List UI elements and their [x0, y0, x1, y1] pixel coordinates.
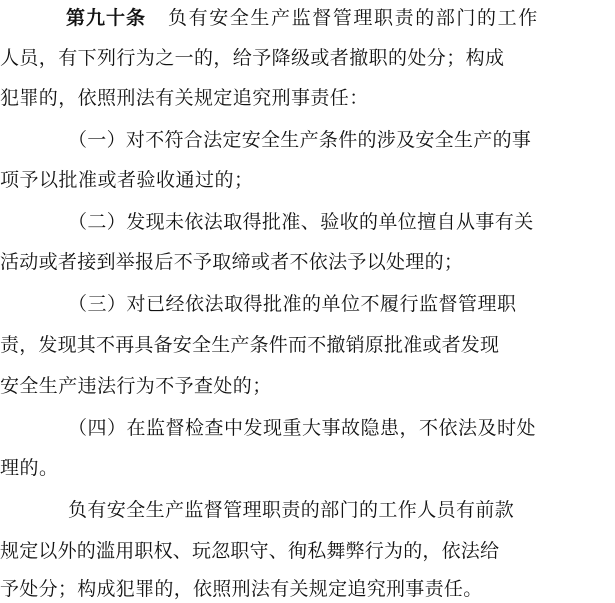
article-text-line-1: 负有安全生产监督管理职责的部门的工作 — [168, 7, 539, 29]
article-heading-line — [66, 6, 539, 30]
article-item-2-line-2: 活动或者接到举报后不予取缔或者不依法予以处理的； — [0, 251, 464, 273]
article-item-1-line-1: （一）对不符合法定安全生产条件的涉及安全生产的事 — [68, 129, 532, 151]
article-item-4-line-2: 理的。 — [0, 457, 59, 479]
article-text-line-2: 人员，有下列行为之一的，给予降级或者撤职的处分；构成 — [0, 47, 505, 69]
article-item-3-line-2: 责，发现其不再具备安全生产条件而不撤销原批准或者发现 — [0, 334, 500, 356]
article-item-4-line-1: （四）在监督检查中发现重大事故隐患，不依法及时处 — [68, 417, 537, 439]
article-item-3-line-3: 安全生产违法行为不予查处的； — [0, 375, 272, 397]
paragraph-2-line-3: 予处分；构成犯罪的，依照刑法有关规定追究刑事责任。 — [0, 578, 483, 600]
article-item-3-line-1: （三）对已经依法取得批准的单位不履行监督管理职 — [68, 293, 517, 315]
article-text-line-3: 犯罪的，依照刑法有关规定追究刑事责任： — [0, 87, 369, 109]
article-item-1-line-2: 项予以批准或者验收通过的； — [0, 169, 254, 191]
article-item-2-line-1: （二）发现未依法取得批准、验收的单位擅自从事有关 — [68, 211, 534, 233]
article-number: 第九十条 — [66, 7, 147, 29]
paragraph-2-line-2: 规定以外的滥用职权、玩忽职守、徇私舞弊行为的，依法给 — [0, 540, 500, 562]
paragraph-2-line-1: 负有安全生产监督管理职责的部门的工作人员有前款 — [68, 499, 515, 521]
